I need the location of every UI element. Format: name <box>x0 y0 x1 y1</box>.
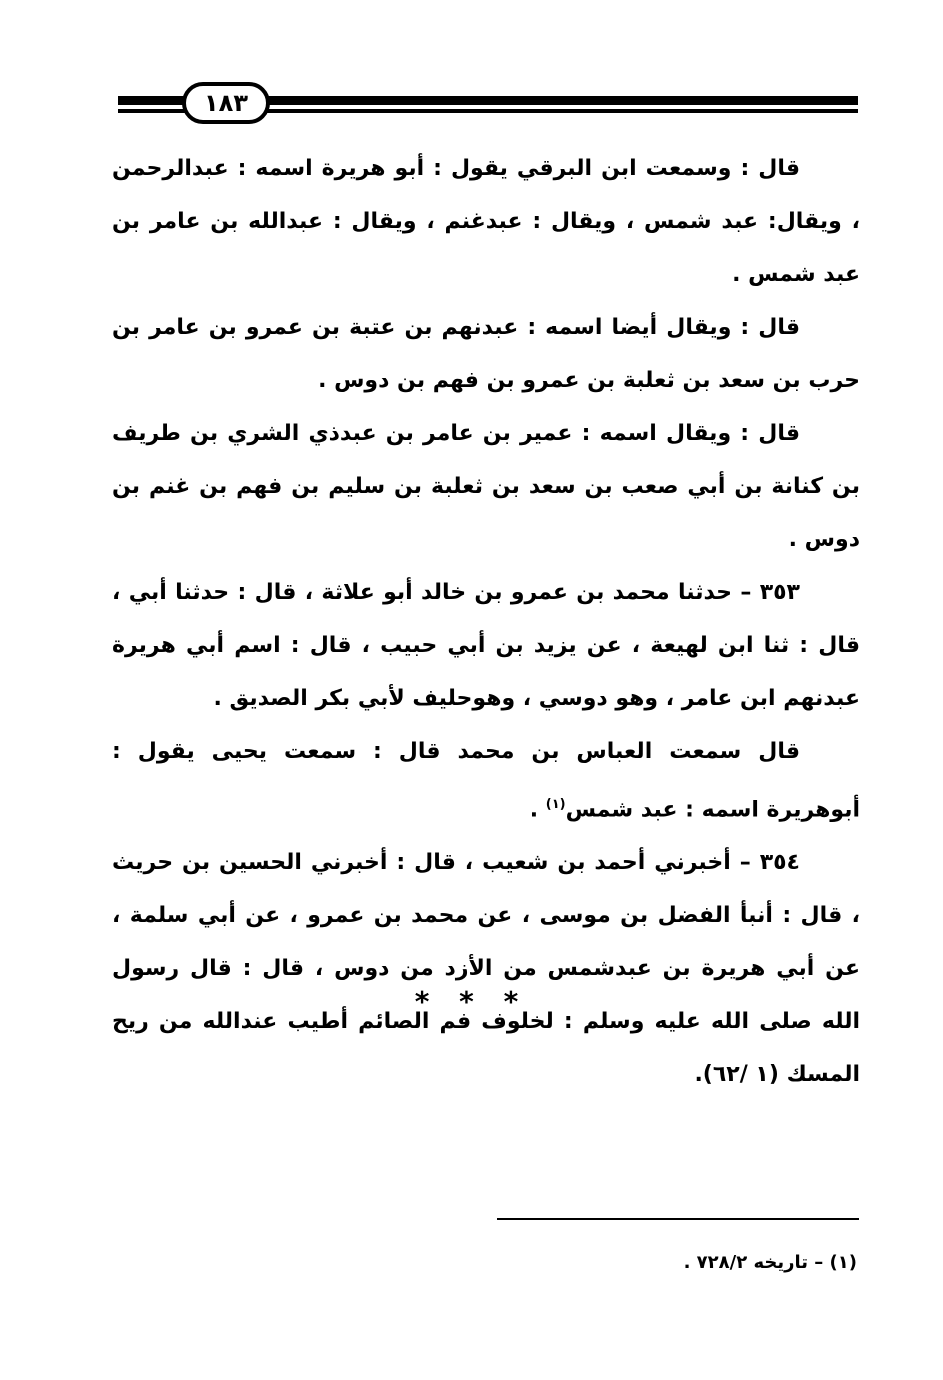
paragraph-5 <box>112 725 860 836</box>
paragraph-3: قال : ويقال اسمه : عمير بن عامر بن عبدذي الشري بن طريف بن كنانة بن أبي صعب بن سعد بن ثعلبة بن سليم بن فهم بن غنم بن دوس . <box>112 421 860 552</box>
paragraph-5-tail: . <box>529 797 546 823</box>
page-number: ١٨٣ <box>182 82 270 124</box>
footnote-rule <box>497 1218 859 1220</box>
section-separator: * * * <box>414 985 529 1018</box>
footnote-marker: (١) <box>545 797 566 812</box>
paragraph-2: قال : ويقال أيضا اسمه : عبدنهم بن عتبة بن عمرو بن عامر بن حرب بن سعد بن ثعلبة بن عمرو بن فهم بن دوس . <box>112 315 860 393</box>
body-text <box>112 142 860 1101</box>
footnote: (١) – تاريخه ٧٢٨/٢ . <box>683 1252 857 1273</box>
paragraph-5-text: قال سمعت العباس بن محمد قال : سمعت يحيى يقول : أبوهريرة اسمه : عبد شمس <box>112 739 860 823</box>
paragraph-1: قال : وسمعت ابن البرقي يقول : أبو هريرة اسمه : عبدالرحمن ، ويقال: عبد شمس ، ويقال : عبدغنم ، ويقال : عبدالله بن عامر بن عبد شمس . <box>112 156 860 287</box>
paragraph-6: ٣٥٤ – أخبرني أحمد بن شعيب ، قال : أخبرني الحسين بن حريث ، قال : أنبأ الفضل بن موسى ، عن محمد بن عمرو ، عن أبي سلمة ، عن أبي هريرة بن عبدشمس من الأزد من دوس ، قال : قال رسول الله صلى الله عليه وسلم : لخلوف فم الصائم أطيب عندالله من ريح المسك (١ /٦٢). <box>112 850 860 1088</box>
paragraph-4: ٣٥٣ – حدثنا محمد بن عمرو بن خالد أبو علاثة ، قال : حدثنا أبي ، قال : ثنا ابن لهيعة ، عن يزيد بن أبي حبيب ، قال : اسم أبي هريرة عبدنهم ابن عامر ، وهو دوسي ، وهوحليف لأبي بكر الصديق . <box>112 580 860 711</box>
